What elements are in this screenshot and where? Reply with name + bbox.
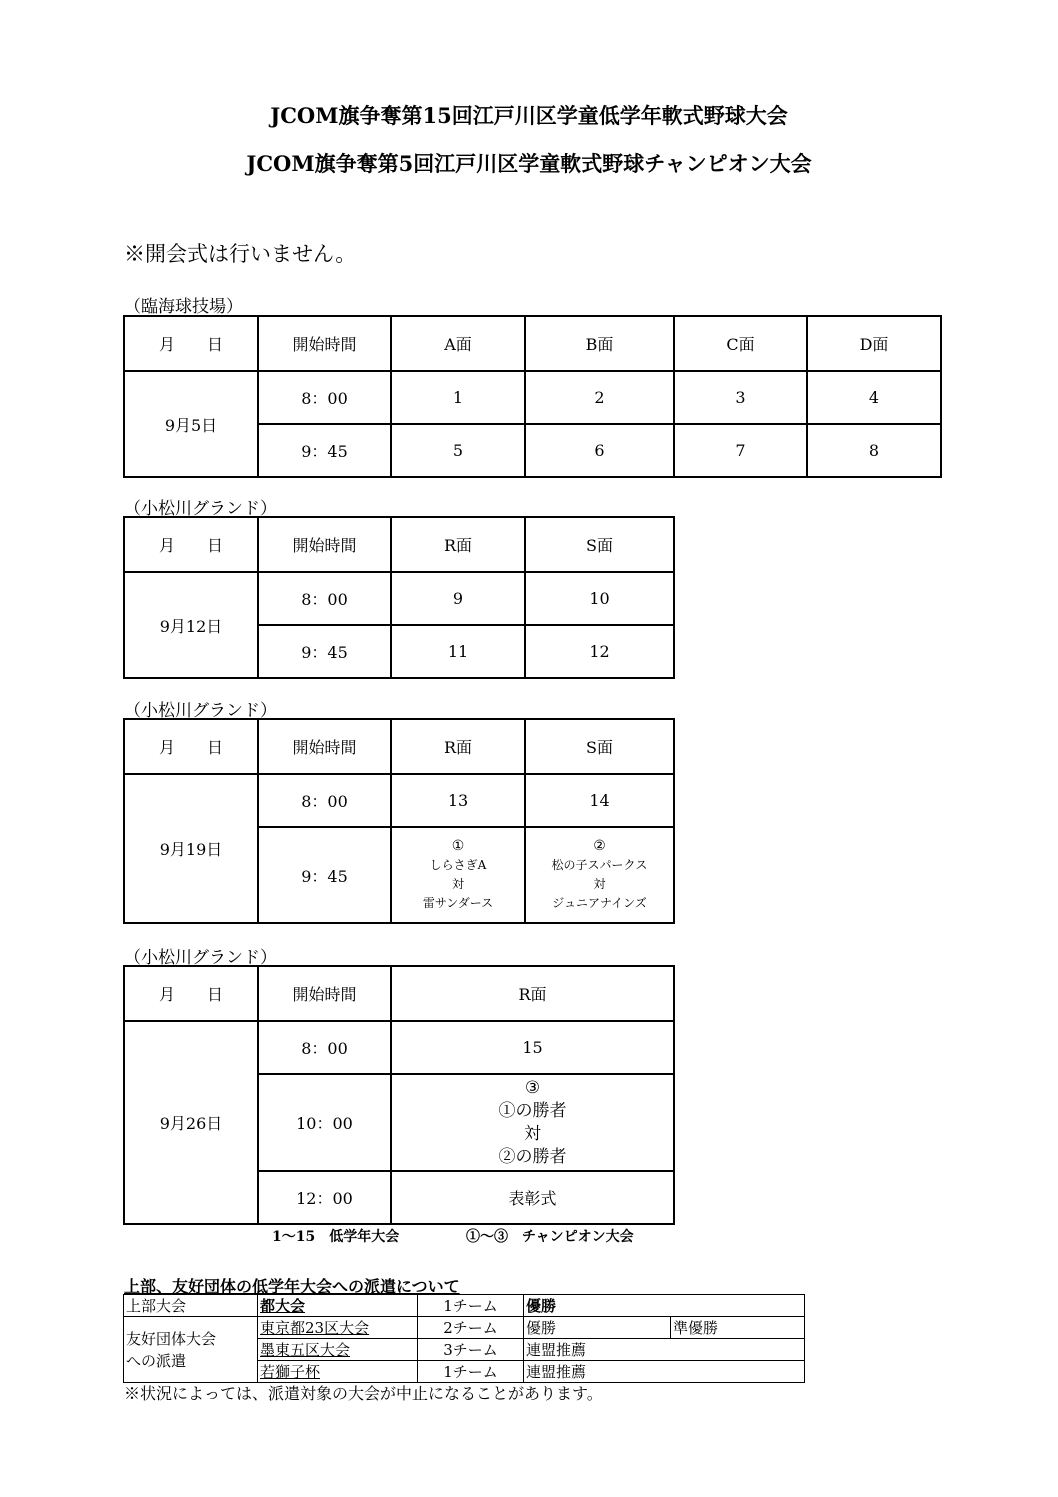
date-cell: 9月12日 — [124, 572, 258, 678]
header-start-time: 開始時間 — [258, 966, 391, 1021]
header-date: 月 日 — [124, 517, 258, 572]
table-row — [124, 1295, 805, 1317]
game-cell: 5 — [391, 424, 525, 477]
table-header-row — [124, 517, 674, 572]
time-cell: 8：00 — [258, 774, 391, 827]
table-row — [124, 1317, 805, 1339]
venue-label-komatsugawa: （小松川グランド） — [124, 948, 277, 968]
dispatch-result: 連盟推薦 — [524, 1361, 805, 1383]
header-field-c: C面 — [674, 316, 807, 371]
schedule-table-sep26 — [123, 965, 675, 1225]
game-cell: 13 — [391, 774, 525, 827]
game-cell: 7 — [674, 424, 807, 477]
header-field-r: R面 — [391, 517, 525, 572]
game-cell: 9 — [391, 572, 525, 625]
dispatch-result: 準優勝 — [671, 1317, 805, 1339]
tournament-title-low-grade: JCOM旗争奪第15回江戸川区学童低学年軟式野球大会 — [270, 103, 788, 128]
time-cell: 9：45 — [258, 625, 391, 678]
time-cell: 8：00 — [258, 1021, 391, 1074]
schedule-table-sep19 — [123, 718, 675, 924]
game-cell: 8 — [807, 424, 941, 477]
time-cell: 8：00 — [258, 572, 391, 625]
match-number: ① — [451, 838, 465, 854]
tournament-title-champion: JCOM旗争奪第5回江戸川区学童軟式野球チャンピオン大会 — [246, 151, 812, 176]
header-field-a: A面 — [391, 316, 525, 371]
dispatch-footnote: ※状況によっては、派遣対象の大会が中止になることがあります。 — [124, 1384, 603, 1403]
schedule-table-sep12 — [123, 516, 675, 679]
date-cell: 9月26日 — [124, 1021, 258, 1224]
table-header-row — [124, 719, 674, 774]
dispatch-table — [123, 1294, 805, 1383]
game-cell: 14 — [525, 774, 674, 827]
time-cell: 8：00 — [258, 371, 391, 424]
dispatch-category: 上部大会 — [124, 1295, 258, 1317]
date-cell: 9月5日 — [124, 371, 258, 477]
header-field-s: S面 — [525, 719, 674, 774]
dispatch-teams: 3チーム — [418, 1339, 524, 1361]
game-cell: 12 — [525, 625, 674, 678]
table-header-row — [124, 316, 941, 371]
team-name: 松の子スパークス — [551, 858, 648, 872]
venue-label-komatsugawa: （小松川グランド） — [124, 701, 277, 721]
game-cell: 4 — [807, 371, 941, 424]
time-cell: 12：00 — [258, 1171, 391, 1224]
header-start-time: 開始時間 — [258, 719, 391, 774]
game-cell: 3 — [674, 371, 807, 424]
dispatch-teams: 1チーム — [418, 1295, 524, 1317]
game-cell: 11 — [391, 625, 525, 678]
header-field-s: S面 — [525, 517, 674, 572]
ceremony-cell: 表彰式 — [391, 1171, 674, 1224]
header-start-time: 開始時間 — [258, 517, 391, 572]
match-number: ③ — [524, 1077, 541, 1098]
legend-low-grade: 1～15 低学年大会 — [272, 1229, 400, 1245]
versus-label: 対 — [524, 1123, 541, 1144]
versus-label: 対 — [451, 877, 464, 891]
header-date: 月 日 — [124, 966, 258, 1021]
game-cell: 15 — [391, 1021, 674, 1074]
time-cell: 9：45 — [258, 424, 391, 477]
dispatch-event: 都大会 — [258, 1295, 418, 1317]
table-row — [124, 371, 941, 424]
table-row — [124, 1021, 674, 1074]
date-cell: 9月19日 — [124, 774, 258, 923]
team-name: ②の勝者 — [498, 1146, 567, 1167]
dispatch-result: 優勝 — [524, 1317, 671, 1339]
dispatch-teams: 1チーム — [418, 1361, 524, 1383]
venue-label-komatsugawa: （小松川グランド） — [124, 499, 277, 519]
header-start-time: 開始時間 — [258, 316, 391, 371]
match-number: ② — [593, 838, 606, 854]
header-field-r: R面 — [391, 966, 674, 1021]
header-field-r: R面 — [391, 719, 525, 774]
game-cell: 1 — [391, 371, 525, 424]
match-cell-2 — [525, 827, 674, 923]
time-cell: 9：45 — [258, 827, 391, 923]
dispatch-result: 連盟推薦 — [524, 1339, 805, 1361]
dispatch-teams: 2チーム — [418, 1317, 524, 1339]
header-date: 月 日 — [124, 719, 258, 774]
header-date: 月 日 — [124, 316, 258, 371]
match-cell-1 — [391, 827, 525, 923]
game-cell: 6 — [525, 424, 674, 477]
table-row — [124, 774, 674, 827]
versus-label: 対 — [593, 877, 606, 891]
dispatch-heading: 上部、友好団体の低学年大会への派遣について — [124, 1277, 460, 1296]
dispatch-event: 墨東五区大会 — [258, 1339, 418, 1361]
venue-label-rinkai: （臨海球技場） — [124, 297, 243, 317]
header-field-b: B面 — [525, 316, 674, 371]
team-name: しらさぎA — [429, 858, 487, 872]
table-row — [124, 572, 674, 625]
team-name: ①の勝者 — [498, 1100, 567, 1121]
header-field-d: D面 — [807, 316, 941, 371]
legend-champion: ①～③ チャンピオン大会 — [466, 1229, 634, 1245]
final-match-cell — [391, 1074, 674, 1171]
dispatch-category — [124, 1317, 258, 1383]
game-cell: 2 — [525, 371, 674, 424]
time-cell: 10：00 — [258, 1074, 391, 1171]
dispatch-event: 東京都23区大会 — [258, 1317, 418, 1339]
schedule-table-sep5 — [123, 315, 942, 478]
dispatch-event: 若獅子杯 — [258, 1361, 418, 1383]
team-name: ジュニアナインズ — [552, 896, 647, 910]
dispatch-category-line: への派遣 — [126, 1351, 187, 1370]
dispatch-category-line: 友好団体大会 — [126, 1329, 217, 1348]
table-header-row — [124, 966, 674, 1021]
team-name: 雷サンダース — [422, 896, 494, 910]
dispatch-result: 優勝 — [524, 1295, 805, 1317]
opening-ceremony-notice: ※開会式は行いません。 — [124, 242, 357, 266]
game-cell: 10 — [525, 572, 674, 625]
